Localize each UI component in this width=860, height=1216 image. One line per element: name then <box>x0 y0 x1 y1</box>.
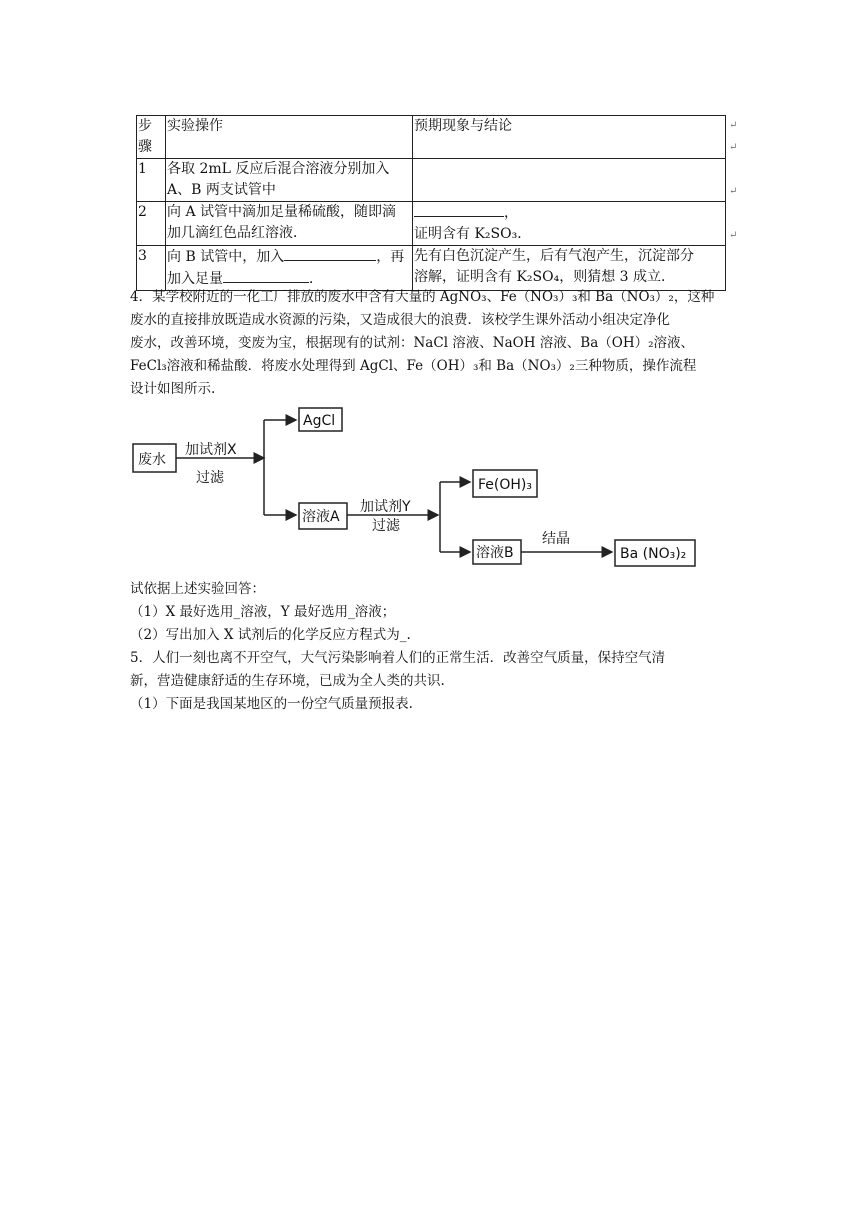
waste-label: 废水 <box>138 452 166 468</box>
result-line <box>414 159 724 180</box>
solution-b-label: 溶液B <box>476 545 514 561</box>
q4-line: 废水的直接排放既造成水资源的污染，又造成很大的浪费．该校学生课外活动小组决定净化 <box>130 312 670 328</box>
filter-label-2: 过滤 <box>372 518 400 534</box>
step-number: 3 <box>137 246 166 291</box>
q5-line: 新，营造健康舒适的生存环境，已成为全人类的共识. <box>130 673 445 689</box>
operation-cell <box>166 246 413 291</box>
result-cell <box>413 159 726 202</box>
q4-line: FeCl₃溶液和稀盐酸．将废水处理得到 AgCl、Fe（OH）₃和 Ba（NO₃）₂三种物质，操作流程 <box>130 358 697 374</box>
answer-q1: （1）X 最好选用_溶液，Y 最好选用_溶液； <box>130 604 396 620</box>
question-4 <box>130 286 730 401</box>
result-cell <box>413 202 726 246</box>
table-row <box>137 246 726 291</box>
crystallize-label: 结晶 <box>542 531 570 547</box>
result-cell <box>413 246 726 291</box>
table-row <box>137 159 726 202</box>
reagent-y-label: 加试剂Y <box>360 499 411 515</box>
result-line: 先有白色沉淀产生，后有气泡产生，沉淀部分 <box>414 248 694 264</box>
header-result: 预期现象与结论 <box>413 116 726 159</box>
q5-line: （1）下面是我国某地区的一份空气质量预报表. <box>130 696 413 712</box>
bano3-label: Ba (NO₃)₂ <box>620 546 687 562</box>
q5-line: 5．人们一刻也离不开空气，大气污染影响着人们的正常生活．改善空气质量，保持空气清 <box>130 650 666 666</box>
operation-line: 各取 2mL 反应后混合溶液分别加入 <box>167 161 390 177</box>
header-operation: 实验操作 <box>166 116 413 159</box>
reagent-x-label: 加试剂X <box>185 442 237 458</box>
return-mark: ↵ <box>729 120 738 131</box>
operation-line-1: 向 B 试管中，加入 ，再 <box>167 246 411 268</box>
operation-line: 向 A 试管中滴加足量稀硫酸，随即滴 <box>167 204 397 220</box>
answer-blank[interactable] <box>414 202 504 217</box>
answer-section <box>130 578 730 647</box>
result-line: 溶解，证明含有 K₂SO₄，则猜想 3 成立． <box>414 269 676 285</box>
header-step: 步骤 <box>137 116 166 159</box>
solution-a-label: 溶液A <box>302 509 340 525</box>
step-number: 1 <box>137 159 166 202</box>
q4-line: 设计如图所示. <box>130 381 216 397</box>
table-header-row <box>137 116 726 159</box>
operation-line: A、B 两支试管中 <box>167 182 276 198</box>
operation-line: 加几滴红色品红溶液． <box>167 225 307 241</box>
question-5 <box>130 647 730 716</box>
operation-cell <box>166 159 413 202</box>
process-flowchart <box>128 400 728 575</box>
answer-q2: （2）写出加入 X 试剂后的化学反应方程式为_. <box>130 627 411 643</box>
feoh3-label: Fe(OH)₃ <box>478 477 532 493</box>
q4-line: 废水，改善环境，变废为宝，根据现有的试剂：NaCl 溶液、NaOH 溶液、Ba（OH）₂溶液、 <box>130 335 695 351</box>
return-mark: ↵ <box>729 142 738 153</box>
answer-blank[interactable] <box>223 268 309 283</box>
operation-line-2: 加入足量 ． <box>167 268 411 290</box>
experiment-table <box>136 115 726 291</box>
operation-cell <box>166 202 413 246</box>
agcl-label: AgCl <box>303 413 336 429</box>
return-mark: ↵ <box>729 230 738 241</box>
answer-blank[interactable] <box>284 246 376 261</box>
filter-label-1: 过滤 <box>196 470 224 486</box>
table-row <box>137 202 726 246</box>
result-line-2: 证明含有 K₂SO₃． <box>414 226 532 242</box>
result-line-1: ， <box>414 202 724 224</box>
q4-line: 4．某学校附近的一化工厂排放的废水中含有大量的 AgNO₃、Fe（NO₃）₃和 Ba（NO₃）₂，这种 <box>130 289 715 305</box>
return-mark: ↵ <box>729 186 738 197</box>
answer-intro: 试依据上述实验回答： <box>130 581 265 597</box>
step-number: 2 <box>137 202 166 246</box>
